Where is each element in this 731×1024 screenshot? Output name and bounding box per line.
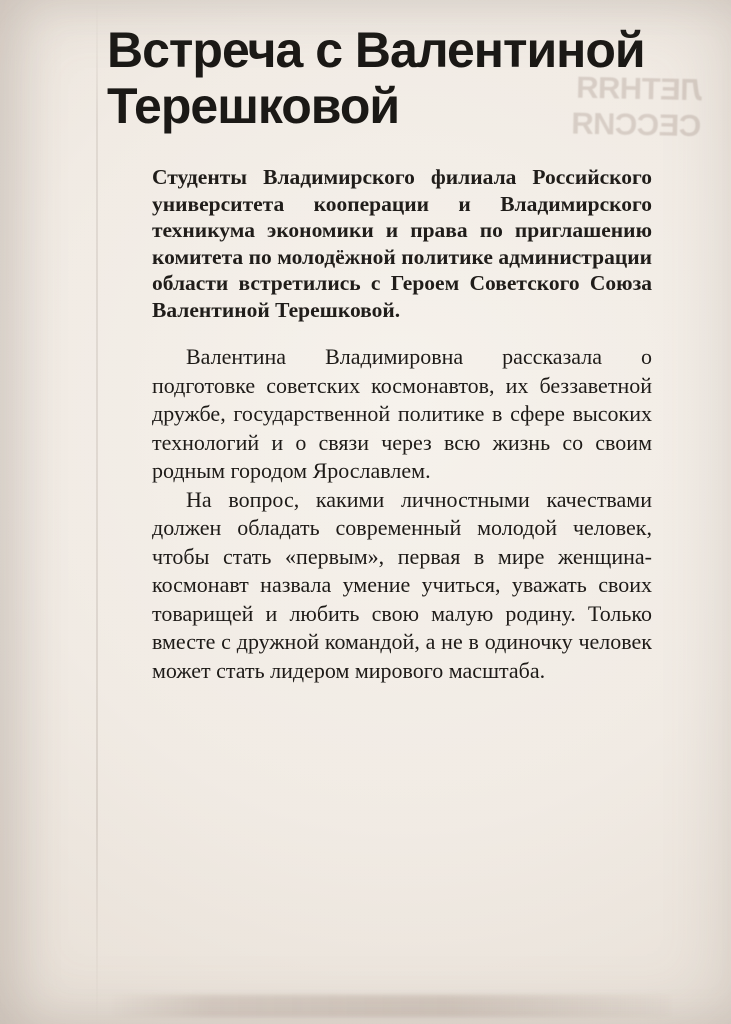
- article: [107, 0, 717, 685]
- column-gutter-rule: [96, 0, 98, 1024]
- lead-paragraph: Студенты Владимирского филиала Российского университета кооперации и Владимирского техникума экономики и права по приглашению комитета по молодёжной политике администрации области встретились с Героем Советского Союза Валентиной Терешковой.: [152, 165, 652, 322]
- body-paragraph-1: Валентина Владимировна рассказала о подготовке советских космонавтов, их беззаветной дружбе, государственной политике в сфере высоких технологий и о связи через всю жизнь со своим родным городом Ярославлем.: [152, 344, 652, 483]
- article-body: [152, 164, 652, 685]
- page-title: Встреча с Валентиной Терешковой: [107, 22, 645, 134]
- bleed-through-text: ЛЕТНЯЯ СЕССИЯ: [571, 69, 703, 144]
- body-paragraph-2: На вопрос, какими личностными качествами должен обладать современный молодой человек, чтобы стать «первым», первая в мире женщина-космонавт назвала умение учиться, уважать своих товарищей и любить свою малую родину. Только вместе с дружной командой, а не в одиночку человек может стать лидером мирового масштаба.: [152, 486, 652, 683]
- scan-smudge: [110, 995, 670, 1017]
